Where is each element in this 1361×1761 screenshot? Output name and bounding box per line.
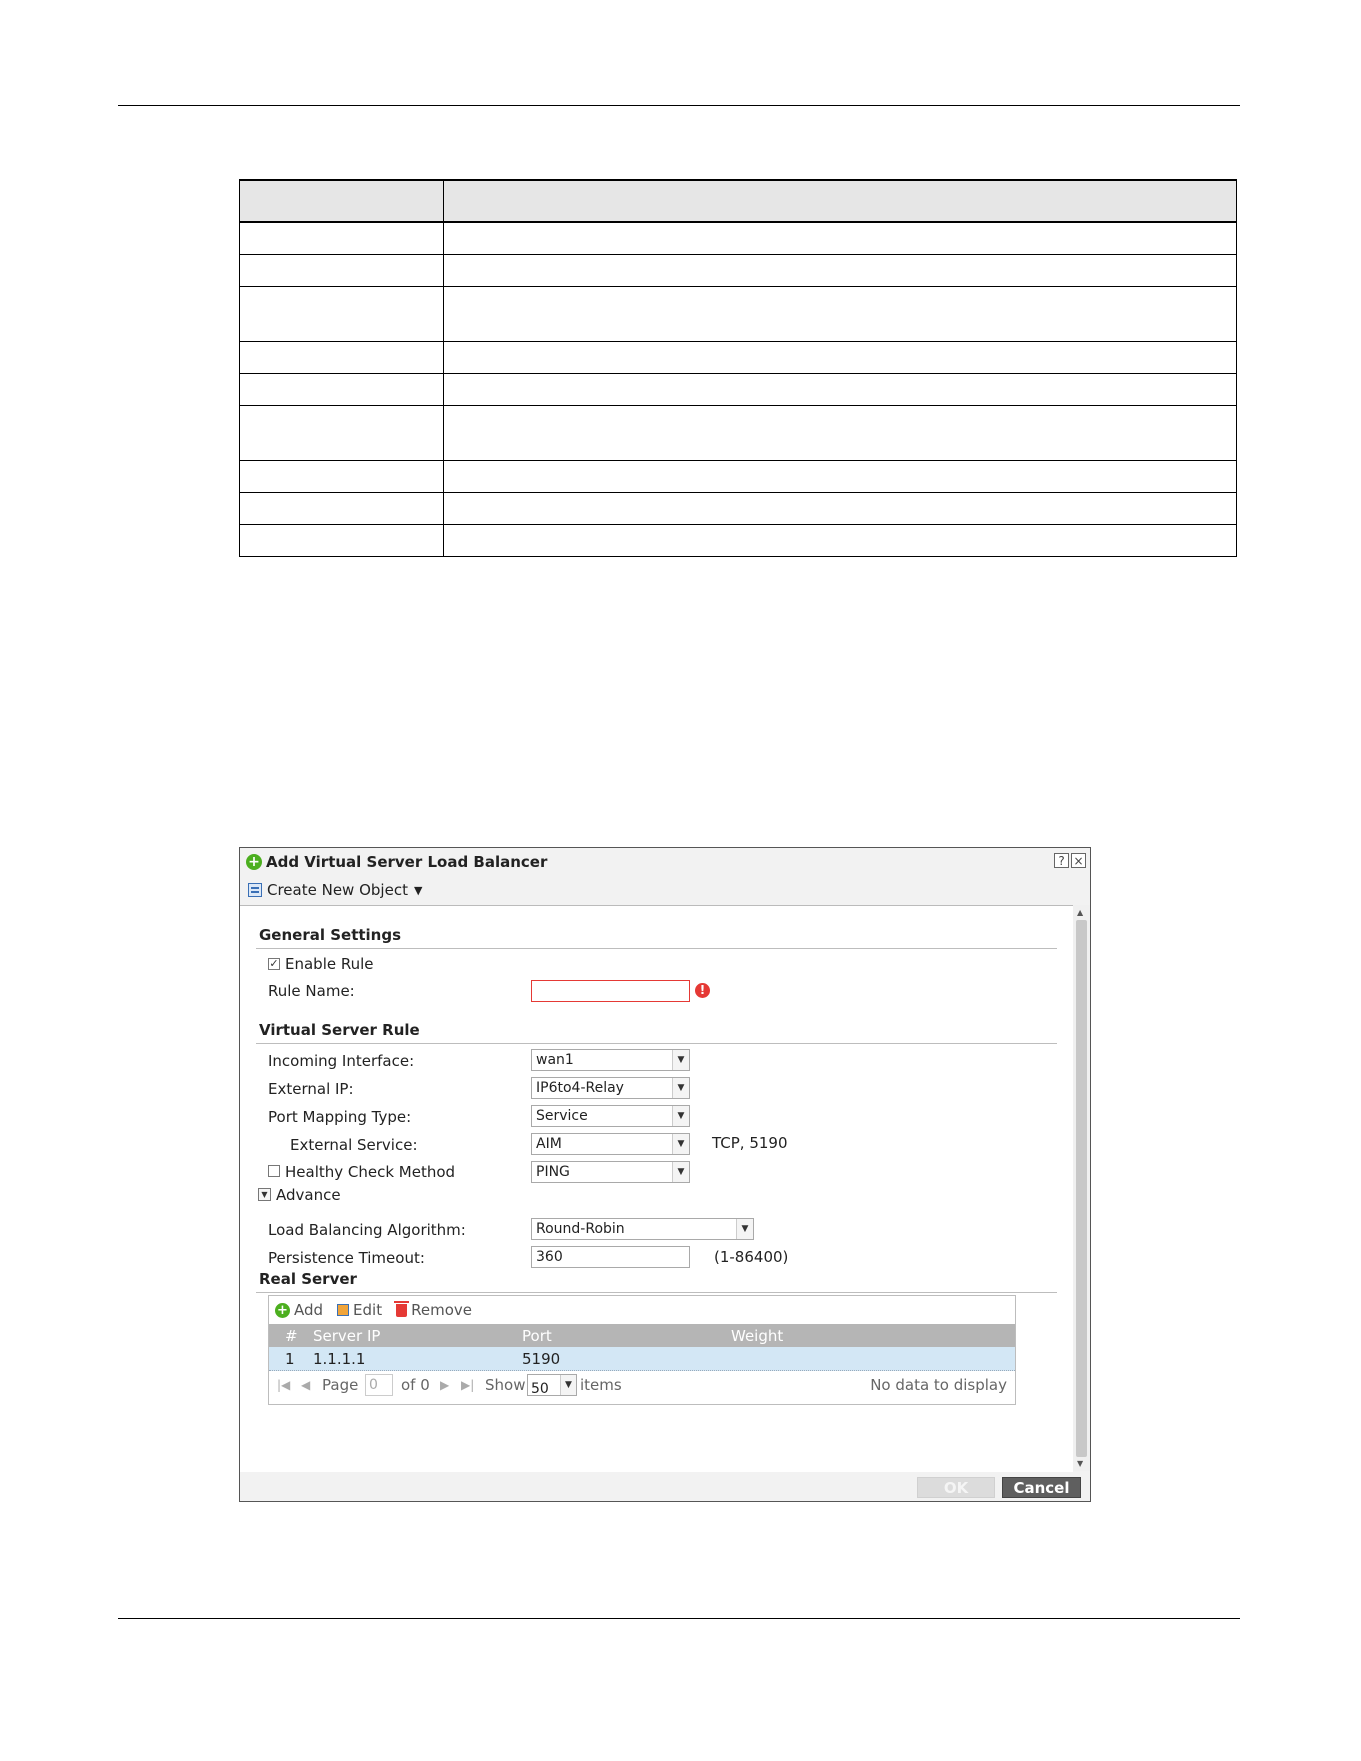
table-row bbox=[240, 461, 1237, 493]
add-icon: + bbox=[275, 1303, 290, 1318]
edit-button[interactable] bbox=[337, 1301, 382, 1319]
persistence-timeout-hint: (1-86400) bbox=[714, 1248, 789, 1266]
table-row bbox=[240, 406, 1237, 461]
chevron-down-icon: ▼ bbox=[672, 1106, 689, 1126]
close-button[interactable]: × bbox=[1071, 853, 1086, 868]
external-service-hint: TCP, 5190 bbox=[712, 1134, 788, 1152]
vertical-scrollbar[interactable] bbox=[1073, 905, 1090, 1471]
last-page-icon[interactable]: ▶| bbox=[461, 1378, 475, 1392]
section-divider bbox=[256, 1043, 1057, 1044]
page-size-value: 50 bbox=[531, 1381, 549, 1397]
scroll-thumb[interactable] bbox=[1076, 920, 1087, 1457]
page-of-label: of 0 bbox=[401, 1376, 430, 1394]
external-ip-select[interactable] bbox=[531, 1077, 690, 1099]
load-balancing-value: Round-Robin bbox=[536, 1221, 625, 1237]
section-title-virtual-server-rule: Virtual Server Rule bbox=[259, 1021, 420, 1039]
page-label: Page bbox=[322, 1376, 359, 1394]
advance-toggle[interactable]: ▼ bbox=[258, 1188, 271, 1201]
add-virtual-server-dialog bbox=[239, 847, 1091, 1502]
create-new-object-label: Create New Object bbox=[267, 881, 408, 899]
enable-rule-checkbox[interactable]: ✓ bbox=[269, 957, 279, 970]
healthy-check-value: PING bbox=[536, 1164, 570, 1180]
header-rule bbox=[118, 105, 1240, 106]
incoming-interface-value: wan1 bbox=[536, 1052, 574, 1068]
rule-name-input[interactable] bbox=[531, 980, 690, 1002]
ok-button[interactable]: OK bbox=[917, 1477, 995, 1498]
table-row[interactable] bbox=[269, 1347, 1015, 1371]
external-ip-value: IP6to4-Relay bbox=[536, 1080, 624, 1096]
scroll-down-icon[interactable]: ▼ bbox=[1077, 1459, 1084, 1468]
remove-label: Remove bbox=[411, 1301, 472, 1319]
external-service-value: AIM bbox=[536, 1136, 562, 1152]
section-title-general: General Settings bbox=[259, 926, 402, 944]
port-mapping-type-select[interactable] bbox=[531, 1105, 690, 1127]
chevron-down-icon: ▼ bbox=[672, 1162, 689, 1182]
table-row bbox=[240, 222, 1237, 255]
column-header-index[interactable]: # bbox=[285, 1327, 298, 1345]
incoming-interface-label: Incoming Interface: bbox=[268, 1052, 415, 1070]
healthy-check-checkbox[interactable] bbox=[268, 1165, 280, 1177]
footer-rule bbox=[118, 1618, 1240, 1619]
error-icon: ! bbox=[695, 983, 710, 998]
dialog-footer bbox=[240, 1471, 1090, 1501]
caret-down-icon: ▼ bbox=[413, 883, 423, 897]
page-size-select[interactable] bbox=[527, 1374, 577, 1396]
window-buttons bbox=[1054, 853, 1086, 868]
healthy-check-label: Healthy Check Method bbox=[285, 1163, 456, 1181]
create-new-object-menu[interactable] bbox=[248, 878, 422, 902]
grid-toolbar bbox=[275, 1299, 472, 1321]
pager bbox=[269, 1372, 1015, 1398]
edit-icon bbox=[337, 1304, 349, 1316]
scroll-up-icon[interactable]: ▲ bbox=[1077, 908, 1084, 917]
items-label: items bbox=[580, 1376, 622, 1394]
cancel-button[interactable]: Cancel bbox=[1002, 1477, 1081, 1498]
column-header-weight[interactable]: Weight bbox=[731, 1327, 784, 1345]
table-row bbox=[240, 493, 1237, 525]
table-row bbox=[240, 525, 1237, 557]
table-row bbox=[240, 342, 1237, 374]
object-icon bbox=[248, 883, 262, 897]
edit-label: Edit bbox=[353, 1301, 383, 1319]
chevron-down-icon: ▼ bbox=[672, 1134, 689, 1154]
first-page-icon[interactable]: |◀ bbox=[277, 1378, 291, 1392]
show-label: Show bbox=[485, 1376, 526, 1394]
port-mapping-type-label: Port Mapping Type: bbox=[268, 1108, 412, 1126]
dialog-title-bar bbox=[240, 848, 1090, 876]
row-index: 1 bbox=[285, 1350, 295, 1368]
table-row bbox=[240, 287, 1237, 342]
persistence-timeout-label: Persistence Timeout: bbox=[268, 1249, 425, 1267]
chevron-down-icon: ▼ bbox=[736, 1219, 753, 1239]
table-header-row bbox=[240, 180, 1237, 222]
trash-icon bbox=[396, 1304, 407, 1317]
table-row bbox=[240, 255, 1237, 287]
rule-name-label: Rule Name: bbox=[268, 982, 355, 1000]
external-ip-label: External IP: bbox=[268, 1080, 354, 1098]
table-row bbox=[240, 374, 1237, 406]
enable-rule-label: Enable Rule bbox=[285, 955, 374, 973]
section-title-real-server: Real Server bbox=[259, 1270, 357, 1288]
help-button[interactable]: ? bbox=[1054, 853, 1069, 868]
next-page-icon[interactable]: ▶ bbox=[440, 1378, 450, 1392]
load-balancing-select[interactable] bbox=[531, 1218, 754, 1240]
chevron-down-icon: ▼ bbox=[672, 1078, 689, 1098]
section-divider bbox=[256, 1292, 1057, 1293]
remove-button[interactable] bbox=[396, 1301, 472, 1319]
column-header-server-ip[interactable]: Server IP bbox=[313, 1327, 381, 1345]
prev-page-icon[interactable]: ◀ bbox=[301, 1378, 311, 1392]
row-port: 5190 bbox=[522, 1350, 561, 1368]
add-label: Add bbox=[294, 1301, 324, 1319]
add-button[interactable] bbox=[275, 1301, 323, 1319]
external-service-select[interactable] bbox=[531, 1133, 690, 1155]
pager-status: No data to display bbox=[870, 1376, 1007, 1394]
healthy-check-select[interactable] bbox=[531, 1161, 690, 1183]
incoming-interface-select[interactable] bbox=[531, 1049, 690, 1071]
grid-header bbox=[269, 1324, 1015, 1347]
advance-label: Advance bbox=[276, 1186, 341, 1204]
section-divider bbox=[256, 948, 1057, 949]
column-header-port[interactable]: Port bbox=[522, 1327, 552, 1345]
chevron-down-icon: ▼ bbox=[560, 1375, 576, 1395]
row-server-ip: 1.1.1.1 bbox=[313, 1350, 366, 1368]
port-mapping-type-value: Service bbox=[536, 1108, 588, 1124]
add-icon: + bbox=[246, 854, 262, 870]
persistence-timeout-input[interactable]: 360 bbox=[531, 1246, 690, 1268]
reference-table bbox=[239, 179, 1237, 557]
external-service-label: External Service: bbox=[290, 1136, 418, 1154]
dialog-title: Add Virtual Server Load Balancer bbox=[266, 853, 548, 871]
load-balancing-label: Load Balancing Algorithm: bbox=[268, 1221, 466, 1239]
page-input[interactable]: 0 bbox=[365, 1374, 393, 1396]
chevron-down-icon: ▼ bbox=[672, 1050, 689, 1070]
real-server-grid bbox=[268, 1295, 1016, 1405]
dialog-body bbox=[240, 905, 1073, 1472]
